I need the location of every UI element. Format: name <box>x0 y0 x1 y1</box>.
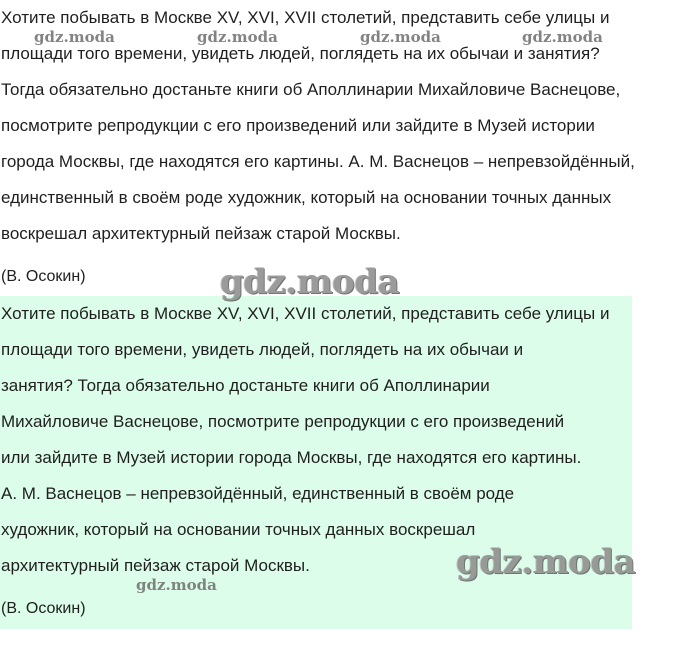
watermark: gdz.moda <box>220 262 400 302</box>
watermark: gdz.moda <box>522 28 603 46</box>
text-line: площади того времени, увидеть людей, поглядеть на их обычаи и занятия? <box>1 44 600 63</box>
text-line: Михайловиче Васнецове, посмотрите репродукции с его произведений <box>1 412 565 431</box>
watermark: gdz.moda <box>34 28 115 46</box>
watermark: gdz.moda <box>360 28 441 46</box>
source-attribution: (В. Осокин) <box>1 268 86 285</box>
answer-text-block <box>0 296 632 629</box>
text-line: Тогда обязательно достаньте книги об Аполлинарии Михайловиче Васнецове, <box>1 80 621 99</box>
text-line: или зайдите в Музей истории города Москвы, где находятся его картины. <box>1 448 582 467</box>
watermark: gdz.moda <box>136 576 217 594</box>
text-line: художник, который на основании точных данных воскрешал <box>1 520 476 539</box>
watermark: gdz.moda <box>456 542 636 582</box>
text-line: Хотите побывать в Москве XV, XVI, XVII столетий, представить себе улицы и <box>1 8 610 27</box>
text-line: занятия? Тогда обязательно достаньте книги об Аполлинарии <box>1 376 490 395</box>
text-line: А. М. Васнецов – непревзойдённый, единственный в своём роде <box>1 484 515 503</box>
text-line: площади того времени, увидеть людей, поглядеть на их обычаи и <box>1 340 524 359</box>
source-attribution: (В. Осокин) <box>1 600 86 617</box>
text-line: воскрешал архитектурный пейзаж старой Москвы. <box>1 224 401 243</box>
text-line: Хотите побывать в Москве XV, XVI, XVII столетий, представить себе улицы и <box>1 304 610 323</box>
text-line: единственный в своём роде художник, который на основании точных данных <box>1 188 612 207</box>
text-line: посмотрите репродукции с его произведений или зайдите в Музей истории <box>1 116 595 135</box>
watermark: gdz.moda <box>197 28 278 46</box>
text-line: города Москвы, где находятся его картины. А. М. Васнецов – непревзойдённый, <box>1 152 635 171</box>
original-text-block <box>0 0 680 295</box>
text-line: архитектурный пейзаж старой Москвы. <box>1 556 310 575</box>
